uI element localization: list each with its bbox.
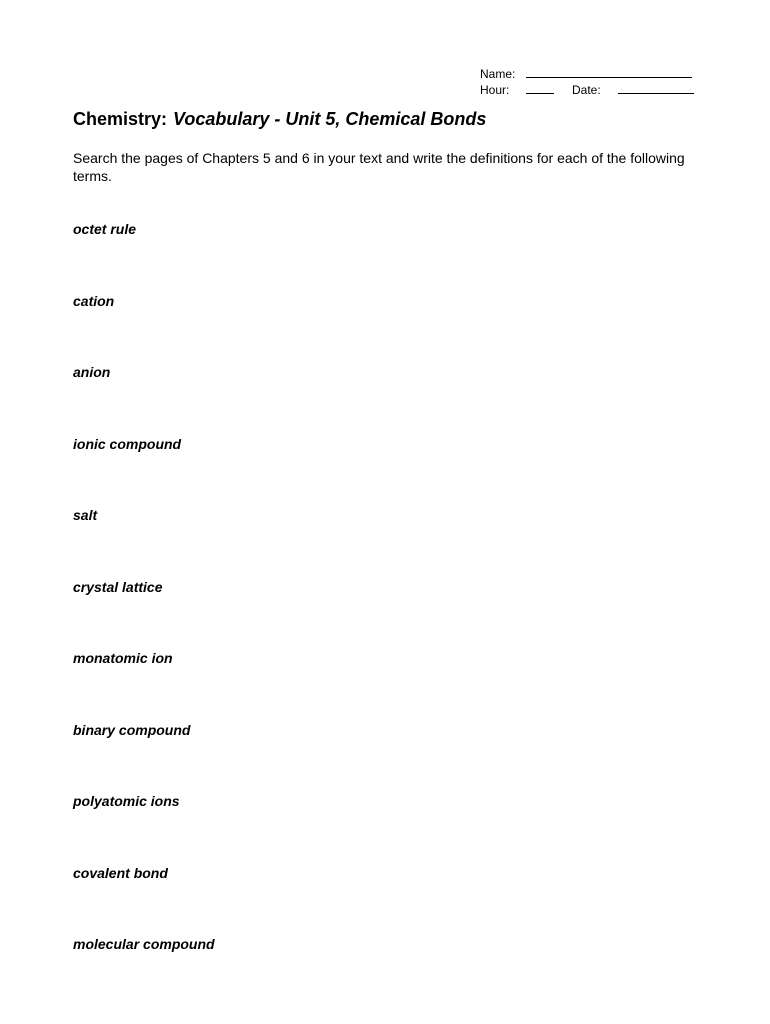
instructions-text: Search the pages of Chapters 5 and 6 in your text and write the definitions for each of the following terms. xyxy=(73,150,685,184)
vocabulary-term: molecular compound xyxy=(73,936,215,952)
name-label: Name: xyxy=(480,67,516,81)
hour-label: Hour: xyxy=(480,83,510,97)
date-label: Date: xyxy=(572,83,601,97)
vocabulary-term: crystal lattice xyxy=(73,578,163,595)
hour-date-row xyxy=(480,82,694,98)
vocabulary-term: anion xyxy=(73,364,111,380)
vocabulary-terms-list xyxy=(73,220,215,1007)
vocabulary-term: octet rule xyxy=(73,221,137,237)
name-row xyxy=(480,66,694,82)
vocabulary-term: monatomic ion xyxy=(73,650,173,666)
vocabulary-term: salt xyxy=(73,507,98,523)
hour-field[interactable] xyxy=(526,82,554,94)
page-title xyxy=(73,109,486,130)
date-field[interactable] xyxy=(618,82,694,94)
vocabulary-term: polyatomic ions xyxy=(73,793,180,809)
name-field[interactable] xyxy=(526,66,692,78)
vocabulary-term: binary compound xyxy=(73,721,191,738)
vocabulary-term: covalent bond xyxy=(73,864,168,881)
title-subject: Chemistry: xyxy=(73,109,168,129)
title-subtitle: Vocabulary - Unit 5, Chemical Bonds xyxy=(173,109,487,129)
vocabulary-term: cation xyxy=(73,292,115,309)
vocabulary-term: ionic compound xyxy=(73,435,182,452)
student-info-fields xyxy=(480,66,694,98)
